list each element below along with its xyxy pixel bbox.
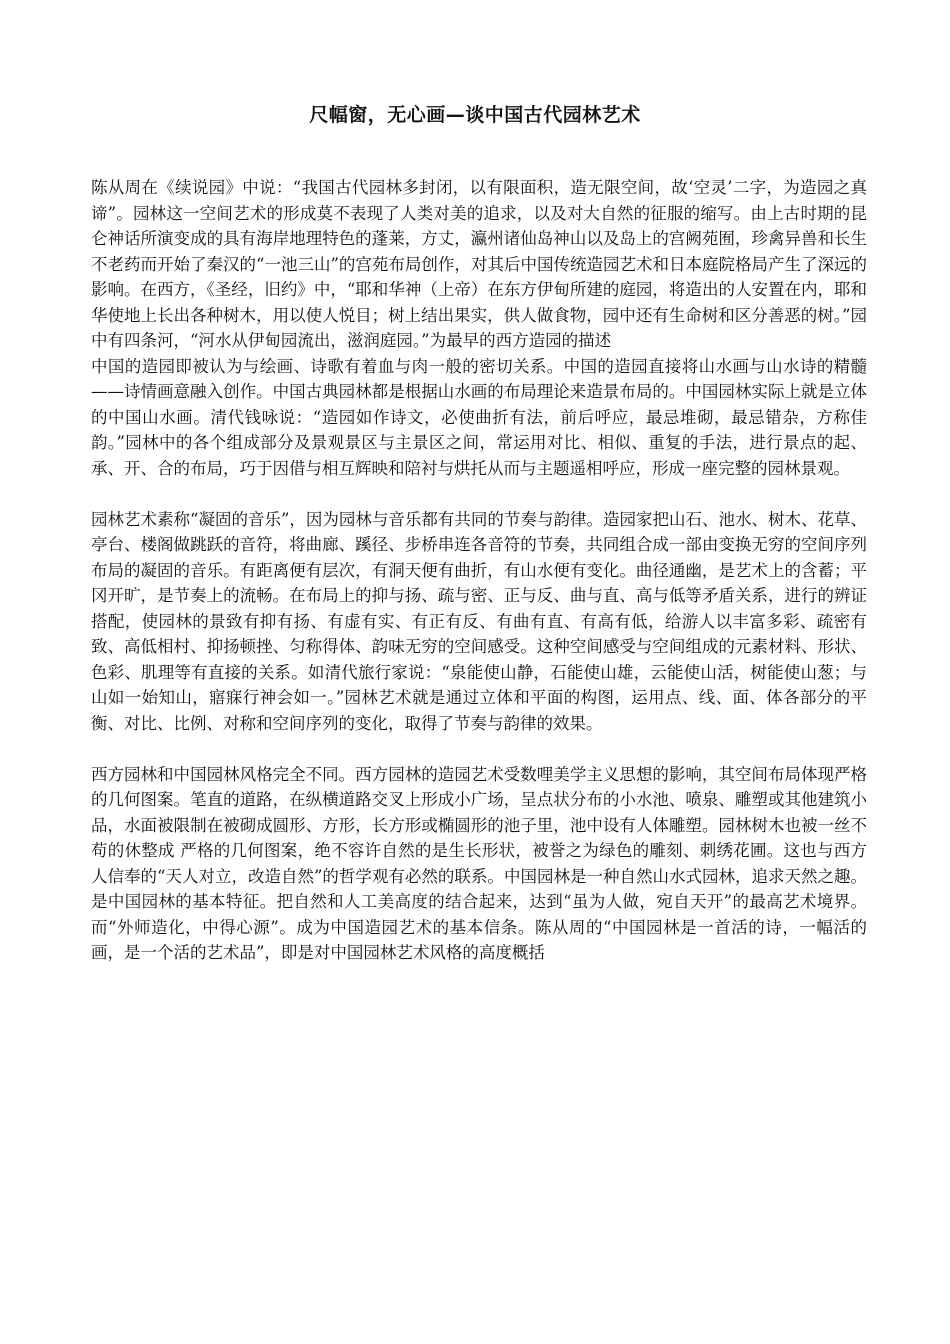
document-title: 尺幅窗，无心画—谈中国古代园林艺术 [309, 104, 641, 126]
document-body [91, 175, 867, 966]
paragraph-painting-poetry: 中国的造园即被认为与绘画、诗歌有着血与肉一般的密切关系。中国的造园直接将山水画与山水诗的精髓——诗情画意融入创作。中国古典园林都是根据山水画的布局理论来造景布局的。中国园林实际上就是立体的中国山水画。清代钱咏说：“造园如作诗文，必使曲折有法，前后呼应，最忌堆砌，最忌错杂，方称佳韵。”园林中的各个组成部分及景观景区与主景区之间，常运用对比、相似、重复的手法，进行景点的起、承、开、合的布局，巧于因借与相互辉映和陪衬与烘托从而与主题遥相呼应，形成一座完整的园林景观。 [91, 356, 867, 478]
paragraph-spacer [91, 481, 867, 507]
paragraph-western-gardens: 西方园林和中国园林风格完全不同。西方园林的造园艺术受数哩美学主义思想的影响，其空间布局体现严格的几何图案。笔直的道路，在纵横道路交叉上形成小广场，呈点状分布的小水池、喷泉、雕塑或其他建筑小品，水面被限制在被砌成圆形、方形，长方形或椭圆形的池子里，池中设有人体雕塑。园林树木也被一丝不苟的休整成 严格的几何图案，绝不容许自然的是生长形状，被誉之为绿色的雕刻、刺绣花圃。这也与西方人信奉的“天人对立，改造自然”的哲学观有必然的联系。中国园林是一种自然山水式园林，追求天然之趣。是中国园林的基本特征。把自然和人工美高度的结合起来，达到“虽为人做，宛自天开”的最高艺术境界。而“外师造化，中得心源”。成为中国造园艺术的基本信条。陈从周的“中国园林是一首活的诗，一幅活的画，是一个活的艺术品”，即是对中国园林艺术风格的高度概括 [91, 764, 867, 962]
paragraph-spacer [91, 736, 867, 762]
paragraph-intro: 陈从周在《续说园》中说：“我国古代园林多封闭，以有限面积，造无限空间，故‘空灵’二字，为造园之真谛”。园林这一空间艺术的形成莫不表现了人类对美的追求，以及对大自然的征服的缩写。由上古时期的昆仑神话所演变成的具有海岸地理特色的蓬莱，方丈，瀛州诸仙岛神山以及岛上的宫阙苑囿，珍禽异兽和长生不老药而开始了秦汉的“一池三山”的宫苑布局创作，对其后中国传统造园艺术和日本庭院格局产生了深远的影响。在西方，《圣经，旧约》中，“耶和华神（上帝）在东方伊甸所建的庭园，将造出的人安置在内，耶和华使地上长出各种树木，用以使人悦目；树上结出果实，供人做食物，园中还有生命树和区分善恶的树。”园中有四条河，“河水从伊甸园流出，滋润庭园。”为最早的西方造园的描述 [91, 178, 867, 350]
paragraph-frozen-music: 园林艺术素称“凝固的音乐”，因为园林与音乐都有共同的节奏与韵律。造园家把山石、池水、树木、花草、亭台、楼阁做跳跃的音符，将曲廊、蹊径、步桥串连各音符的节奏，共同组合成一部由变换无穷的空间序列布局的凝固的音乐。有距离便有层次，有洞天便有曲折，有山水便有变化。曲径通幽，是艺术上的含蓄；平冈开旷，是节奏上的流畅。在布局上的抑与扬、疏与密、正与反、曲与直、高与低等矛盾关系，进行的辨证搭配，使园林的景致有抑有扬、有虚有实、有正有反、有曲有直、有高有低，给游人以丰富多彩、疏密有致、高低相村、抑扬顿挫、匀称得体、韵味无穷的空间感受。这种空间感受与空间组成的元素材料、形状、色彩、肌理等有直接的关系。如清代旅行家说：“泉能使山静，石能使山雄，云能使山活，树能使山葱；与山如一始知山，寤寐行神会如一。”园林艺术就是通过立体和平面的构图，运用点、线、面、体各部分的平衡、对比、比例、对称和空间序列的变化，取得了节奏与韵律的效果。 [91, 509, 867, 733]
